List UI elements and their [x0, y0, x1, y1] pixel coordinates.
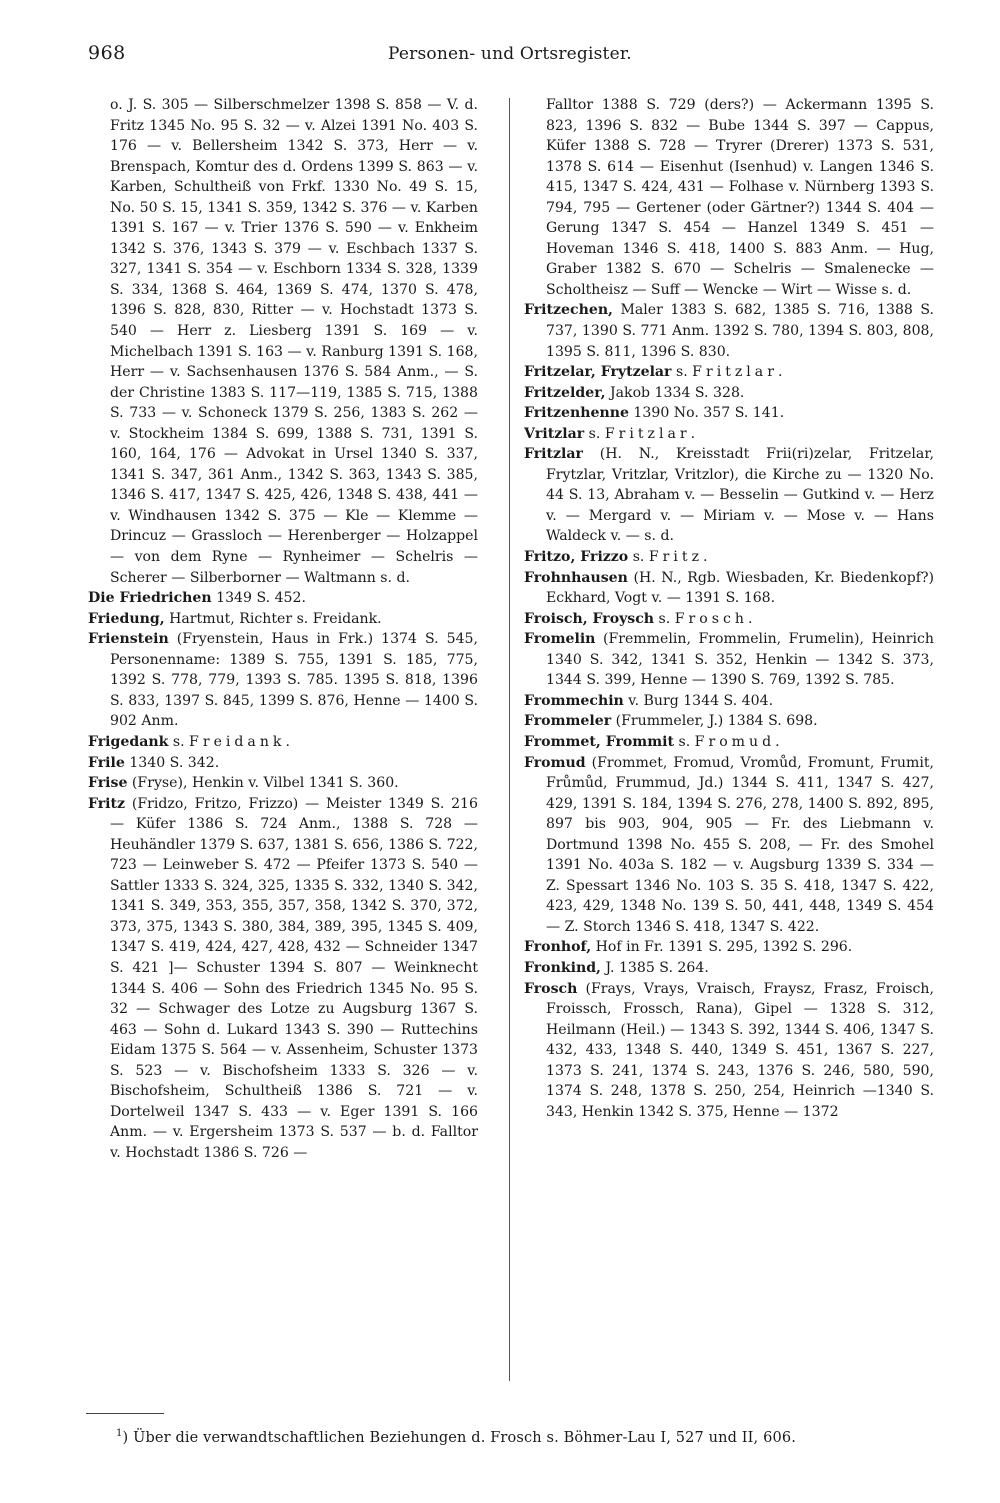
index-entry [524, 300, 934, 362]
entry-tail: . [690, 425, 696, 442]
entry-text: (Fryse), Henkin v. Vilbel 1341 S. 360. [127, 775, 399, 792]
entry-headword: Frile [88, 754, 125, 771]
entry-text: s. [168, 733, 190, 750]
entry-cross-reference: Freidank [189, 733, 286, 750]
entry-text: v. Burg 1344 S. 404. [623, 692, 774, 709]
entry-tail: . [747, 610, 753, 627]
entry-headword: Die Friedrichen [88, 590, 212, 607]
entry-headword: Fritzechen, [524, 302, 613, 319]
entry-text: 1349 S. 452. [211, 590, 306, 607]
index-entry [88, 95, 478, 588]
entry-text: (Frommet, Fromud, Vromůd, Fromunt, Frumit, Frůmůd, Frummud, Jd.) 1344 S. 411, 1347 S. 427, 429, 1391 S. 184, 1394 S. 276, 278, 1400 S. 892, 895, 897 bis 903, 904, 905 — Fr. des Liebmann v. Dortmund 1398 No. 455 S. 208, — Fr. des Smohel 1391 No. 403a S. 182 — v. Augsburg 1339 S. 334 — Z. Spessart 1346 No. 103 S. 35 S. 418, 1347 S. 422, 423, 429, 1348 No. 139 S. 50, 441, 448, 1349 S. 454 — Z. Storch 1346 S. 418, 1347 S. 422. [546, 754, 934, 935]
index-entry [524, 444, 934, 547]
index-entry [524, 711, 934, 732]
entry-text: s. [628, 549, 649, 566]
entry-text: (H. N., Rgb. Wiesbaden, Kr. Biedenkopf?) Eckhard, Vogt v. — 1391 S. 168. [546, 569, 934, 607]
index-entry [524, 958, 934, 979]
index-entry [88, 794, 478, 1164]
entry-headword: Fritzo, Frizzo [524, 549, 629, 566]
entry-text: (Frummeler, J.) 1384 S. 698. [611, 713, 818, 730]
column-divider [509, 98, 510, 1381]
entry-cross-reference: Fritz [648, 549, 704, 566]
index-entry [88, 773, 478, 794]
left-column [88, 95, 478, 1163]
entry-text: (H. N., Kreisstadt Frii(ri)zelar, Fritzelar, Frytzlar, Vritzlar, Vritzlor), die Kirche zu — 1320 No. 44 S. 13, Abraham v. — Besselin — Gutkind v. — Herz v. — Mergard v. — Miriam v. — Mose v. — Hans Waldeck v. — s. d. [546, 446, 934, 545]
entry-headword: Fromud [524, 754, 586, 771]
footnote: $^1$) Über die verwandtschaftlichen Beziehungen d. Frosch s. Böhmer-Lau I, 527 und II, 606. [116, 1428, 796, 1446]
entry-text: s. [671, 364, 693, 381]
entry-text: Jakob 1334 S. 328. [605, 384, 745, 401]
footnote-text: Über die verwandtschaftlichen Beziehungen d. Frosch s. Böhmer-Lau I, 527 und II, 606. [133, 1430, 796, 1446]
index-entry [524, 403, 934, 424]
entry-cross-reference: Fromud [694, 733, 776, 750]
entry-text: s. [654, 610, 675, 627]
index-entry [524, 362, 934, 383]
entry-tail: . [703, 549, 708, 566]
entry-text: J. 1385 S. 264. [600, 959, 709, 976]
page-number: 968 [88, 42, 126, 64]
entry-text: s. [673, 733, 695, 750]
entry-headword: Fronkind, [524, 959, 601, 976]
entry-text: Hartmut, Richter s. Freidank. [164, 610, 382, 627]
entry-headword: Fritzelar, Frytzelar [524, 364, 672, 381]
entry-text: Hof in Fr. 1391 S. 295, 1392 S. 296. [591, 939, 853, 956]
entry-headword: Frommechin [524, 692, 624, 709]
index-entry [88, 609, 478, 630]
entry-headword: Fritz [88, 795, 126, 812]
entry-headword: Frommeler [524, 713, 612, 730]
right-column [524, 95, 934, 1122]
entry-headword: Froisch, Froysch [524, 610, 655, 627]
entry-text: (Fridzo, Fritzo, Frizzo) — Meister 1349 S. 216 — Küfer 1386 S. 724 Anm., 1388 S. 728 — Heuhändler 1379 S. 637, 1381 S. 656, 1386 S. 722, 723 — Leinweber S. 472 — Pfeifer 1373 S. 540 — Sattler 1333 S. 324, 325, 1335 S. 332, 1340 S. 342, 1341 S. 349, 353, 355, 357, 358, 1342 S. 370, 372, 373, 375, 1343 S. 380, 384, 389, 395, 1345 S. 409, 1347 S. 419, 424, 427, 428, 432 — Schneider 1347 S. 421 ]— Schuster 1394 S. 807 — Weinknecht 1344 S. 406 — Sohn des Friedrich 1345 No. 95 S. 32 — Schwager des Lotze zu Augsburg 1367 S. 463 — Sohn d. Lukard 1343 S. 390 — Ruttechins Eidam 1375 S. 564 — v. Assenheim, Schuster 1373 S. 523 — v. Bischofsheim 1333 S. 326 — v. Bischofsheim, Schultheiß 1386 S. 721 — v. Dortelweil 1347 S. 433 — v. Eger 1391 S. 166 Anm. — v. Ergersheim 1373 S. 537 — b. d. Falltor v. Hochstadt 1386 S. 726 — [110, 795, 478, 1161]
index-entry [524, 979, 934, 1123]
entry-cross-reference: Fritzlar [692, 364, 778, 381]
entry-headword: Frise [88, 775, 128, 792]
index-entry [88, 753, 478, 774]
entry-headword: Fromelin [524, 631, 596, 648]
entry-text: (Frays, Vrays, Vraisch, Fraysz, Frasz, Froisch, Froissch, Frossch, Rana), Gipel — 1328 S. 312, Heilmann (Heil.) — 1343 S. 392, 1344 S. 406, 1347 S. 432, 433, 1348 S. 440, 1349 S. 451, 1367 S. 227, 1373 S. 241, 1374 S. 243, 1376 S. 246, 580, 590, 1374 S. 248, 1378 S. 250, 254, Heinrich —1340 S. 343, Henkin 1342 S. 375, Henne — 1372 [546, 980, 934, 1120]
index-entry [524, 609, 934, 630]
entry-headword: Fritzlar [524, 446, 583, 463]
index-entry [524, 753, 934, 938]
entry-headword: Fritzelder, [524, 384, 606, 401]
entry-headword: Fronhof, [524, 939, 592, 956]
entry-headword: Frigedank [88, 733, 169, 750]
footnote-marker: 1 [116, 1428, 123, 1439]
entry-headword: Frohnhausen [524, 569, 628, 586]
entry-text: 1340 S. 342. [124, 754, 220, 771]
running-title: Personen- und Ortsregister. [388, 44, 632, 64]
entry-headword: Friedung, [88, 610, 165, 627]
entry-cross-reference: Frosch [674, 610, 748, 627]
entry-text: s. [584, 425, 605, 442]
entry-headword: Frommet, Frommit [524, 733, 674, 750]
index-entry [88, 629, 478, 732]
entry-tail: . [775, 733, 780, 750]
entry-headword: Fritzenhenne [524, 405, 629, 422]
index-entry [88, 588, 478, 609]
entry-text: o. J. S. 305 — Silberschmelzer 1398 S. 858 — V. d. Fritz 1345 No. 95 S. 32 — v. Alzei 1391 No. 403 S. 176 — v. Bellersheim 1342 S. 373, Herr — v. Brenspach, Komtur des d. Ordens 1399 S. 863 — v. Karben, Schultheiß von Frkf. 1330 No. 49 S. 15, No. 50 S. 15, 1341 S. 359, 1342 S. 376 — v. Karben 1391 S. 167 — v. Trier 1376 S. 590 — v. Enkheim 1342 S. 376, 1343 S. 379 — v. Eschbach 1337 S. 327, 1341 S. 354 — v. Eschborn 1334 S. 328, 1339 S. 334, 1368 S. 464, 1369 S. 474, 1370 S. 478, 1396 S. 828, 830, Ritter — v. Hochstadt 1373 S. 540 — Herr z. Liesberg 1391 S. 169 — v. Michelbach 1391 S. 163 — v. Ranburg 1391 S. 168, Herr — v. Sachsenhausen 1376 S. 584 Anm., — S. der Christine 1383 S. 117—119, 1385 S. 715, 1388 S. 733 — v. Schoneck 1379 S. 256, 1383 S. 262 — v. Stockheim 1384 S. 699, 1388 S. 731, 1391 S. 160, 164, 176 — Advokat in Ursel 1340 S. 337, 1341 S. 347, 361 Anm., 1342 S. 363, 1343 S. 385, 1346 S. 417, 1347 S. 425, 426, 1348 S. 438, 441 — v. Windhausen 1342 S. 375 — Kle — Klemme — Drincuz — Grassloch — Herenberger — Holzappel — von dem Ryne — Rynheimer — Schelris — Scherer — Silberborner — Waltmann s. d. [110, 97, 478, 586]
entry-tail: . [285, 733, 290, 750]
entry-text: Maler 1383 S. 682, 1385 S. 716, 1388 S. 737, 1390 S. 771 Anm. 1392 S. 780, 1394 S. 803, 808, 1395 S. 811, 1396 S. 830. [546, 302, 934, 360]
entry-tail: . [777, 364, 783, 381]
index-entry [524, 629, 934, 691]
index-entry [524, 937, 934, 958]
entry-text: (Fryenstein, Haus in Frk.) 1374 S. 545, Personenname: 1389 S. 755, 1391 S. 185, 775, 1392 S. 778, 779, 1393 S. 785. 1395 S. 818, 1396 S. 833, 1397 S. 845, 1399 S. 876, Henne — 1400 S. 902 Anm. [110, 631, 478, 730]
entry-headword: Frienstein [88, 631, 169, 648]
index-entry [524, 424, 934, 445]
index-entry [524, 383, 934, 404]
entry-cross-reference: Fritzlar [604, 425, 691, 442]
entry-text: Falltor 1388 S. 729 (ders?) — Ackermann 1395 S. 823, 1396 S. 832 — Bube 1344 S. 397 — Cappus, Küfer 1388 S. 728 — Tryrer (Drerer) 1373 S. 531, 1378 S. 614 — Eisenhut (Isenhud) v. Langen 1346 S. 415, 1347 S. 424, 431 — Folhase v. Nürnberg 1393 S. 794, 795 — Gertener (oder Gärtner?) 1344 S. 404 — Gerung 1347 S. 454 — Hanzel 1349 S. 451 — Hoveman 1346 S. 418, 1400 S. 883 Anm. — Hug, Graber 1382 S. 670 — Schelris — Smalenecke — Scholtheisz — Suff — Wencke — Wirt — Wisse s. d. [546, 97, 934, 298]
footnote-rule [86, 1413, 164, 1414]
index-entry [524, 732, 934, 753]
index-entry [524, 691, 934, 712]
index-entry [524, 568, 934, 609]
entry-headword: Frosch [524, 980, 578, 997]
index-entry [524, 547, 934, 568]
index-entry [524, 95, 934, 300]
entry-headword: Vritzlar [524, 425, 585, 442]
index-entry [88, 732, 478, 753]
entry-text: 1390 No. 357 S. 141. [628, 405, 785, 422]
entry-text: (Fremmelin, Frommelin, Frumelin), Heinrich 1340 S. 342, 1341 S. 352, Henkin — 1342 S. 373, 1344 S. 399, Henne — 1390 S. 769, 1392 S. 785. [546, 631, 934, 689]
